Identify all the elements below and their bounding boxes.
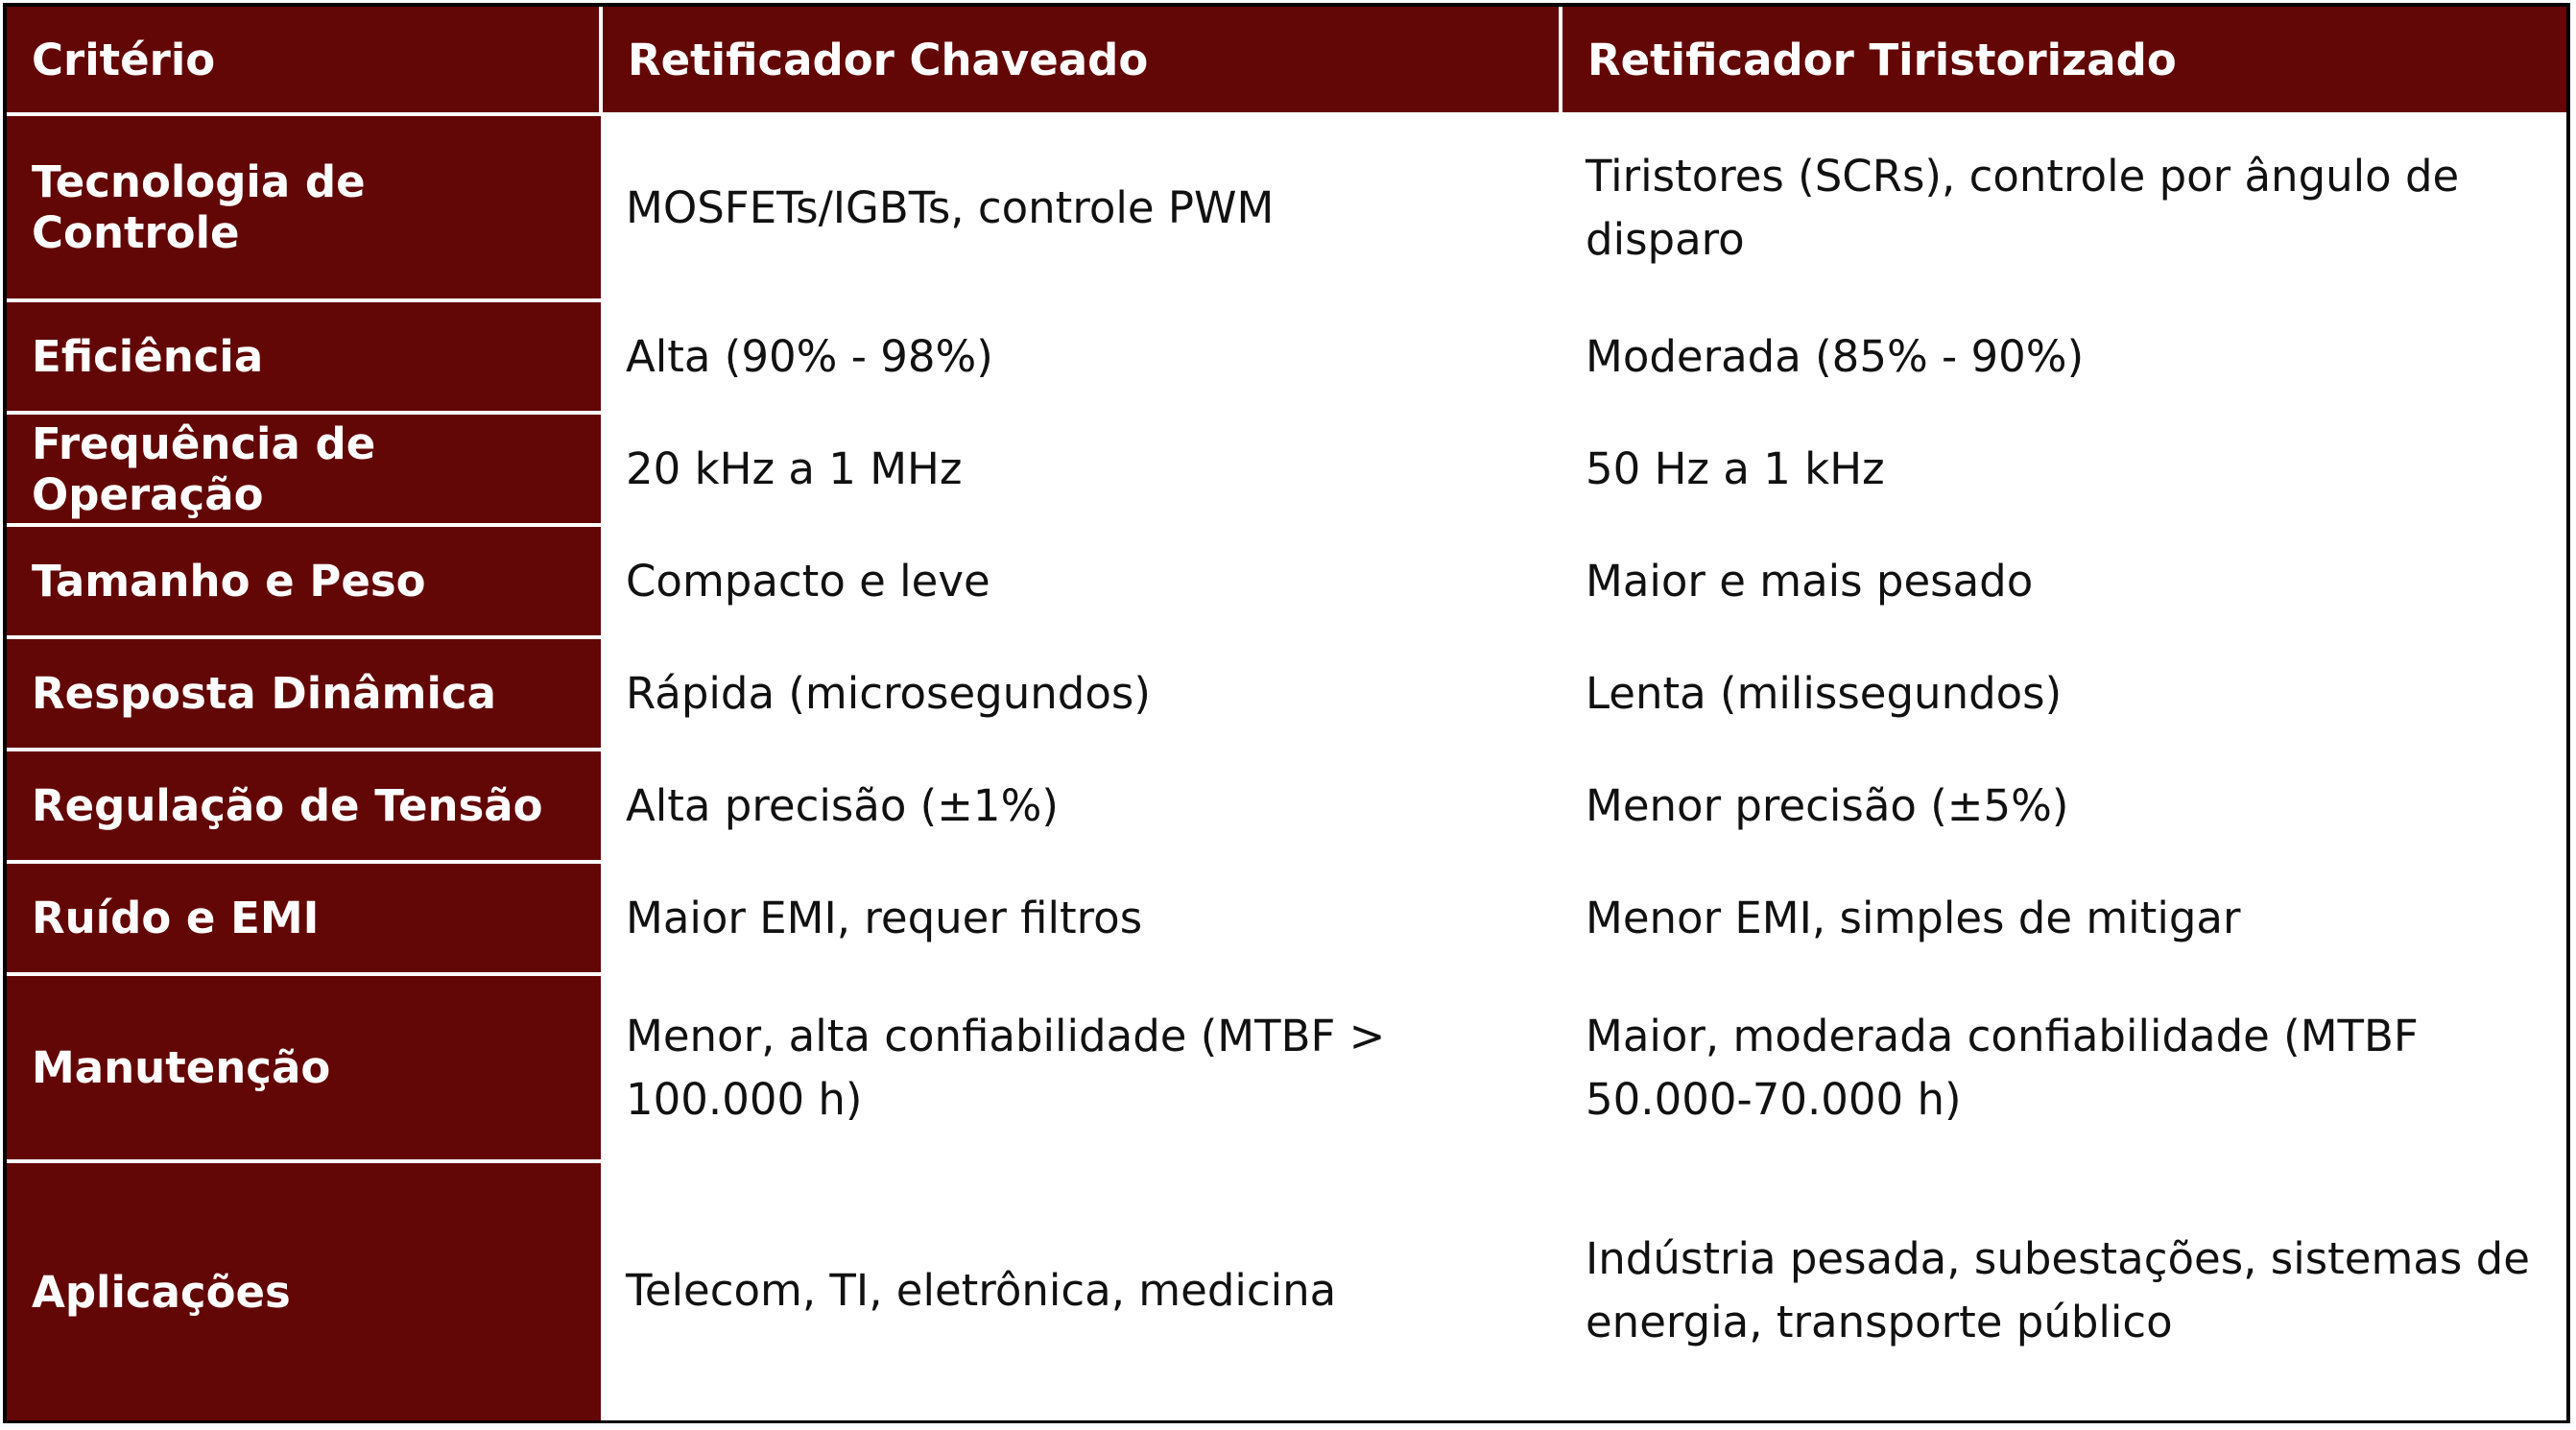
row-label: Ruído e EMI [7,862,601,974]
comparison-table [7,7,2566,1420]
header-retificador-chaveado: Retificador Chaveado [601,7,1561,114]
comparison-table-frame [3,3,2570,1423]
cell-tiristorizado: Maior, moderada confiabilidade (MTBF 50.000-70.000 h) [1561,974,2566,1161]
cell-tiristorizado: Menor EMI, simples de mitigar [1561,862,2566,974]
header-retificador-tiristorizado: Retificador Tiristorizado [1561,7,2566,114]
cell-chaveado: 20 kHz a 1 MHz [601,413,1561,525]
table-row [7,300,2566,413]
table-row [7,525,2566,637]
header-row [7,7,2566,114]
cell-chaveado: Menor, alta confiabilidade (MTBF > 100.000 h) [601,974,1561,1161]
cell-tiristorizado: Menor precisão (±5%) [1561,750,2566,862]
cell-chaveado: Rápida (microsegundos) [601,637,1561,750]
table-row [7,862,2566,974]
cell-chaveado: Compacto e leve [601,525,1561,637]
row-label: Tamanho e Peso [7,525,601,637]
row-label: Frequência de Operação [7,413,601,525]
header-criterio: Critério [7,7,601,114]
row-label: Manutenção [7,974,601,1161]
cell-tiristorizado: Lenta (milissegundos) [1561,637,2566,750]
cell-chaveado: Maior EMI, requer filtros [601,862,1561,974]
row-label: Aplicações [7,1161,601,1420]
table-row [7,637,2566,750]
row-label: Tecnologia de Controle [7,114,601,300]
cell-chaveado: Alta precisão (±1%) [601,750,1561,862]
table-row [7,114,2566,300]
table-row [7,750,2566,862]
row-label: Eficiência [7,300,601,413]
cell-tiristorizado: Moderada (85% - 90%) [1561,300,2566,413]
cell-tiristorizado: Maior e mais pesado [1561,525,2566,637]
cell-tiristorizado: Tiristores (SCRs), controle por ângulo de disparo [1561,114,2566,300]
cell-tiristorizado: Indústria pesada, subestações, sistemas de energia, transporte público [1561,1161,2566,1420]
table-row [7,413,2566,525]
table-row [7,974,2566,1161]
table-row [7,1161,2566,1420]
cell-chaveado: MOSFETs/IGBTs, controle PWM [601,114,1561,300]
cell-chaveado: Telecom, TI, eletrônica, medicina [601,1161,1561,1420]
cell-tiristorizado: 50 Hz a 1 kHz [1561,413,2566,525]
row-label: Regulação de Tensão [7,750,601,862]
cell-chaveado: Alta (90% - 98%) [601,300,1561,413]
row-label: Resposta Dinâmica [7,637,601,750]
